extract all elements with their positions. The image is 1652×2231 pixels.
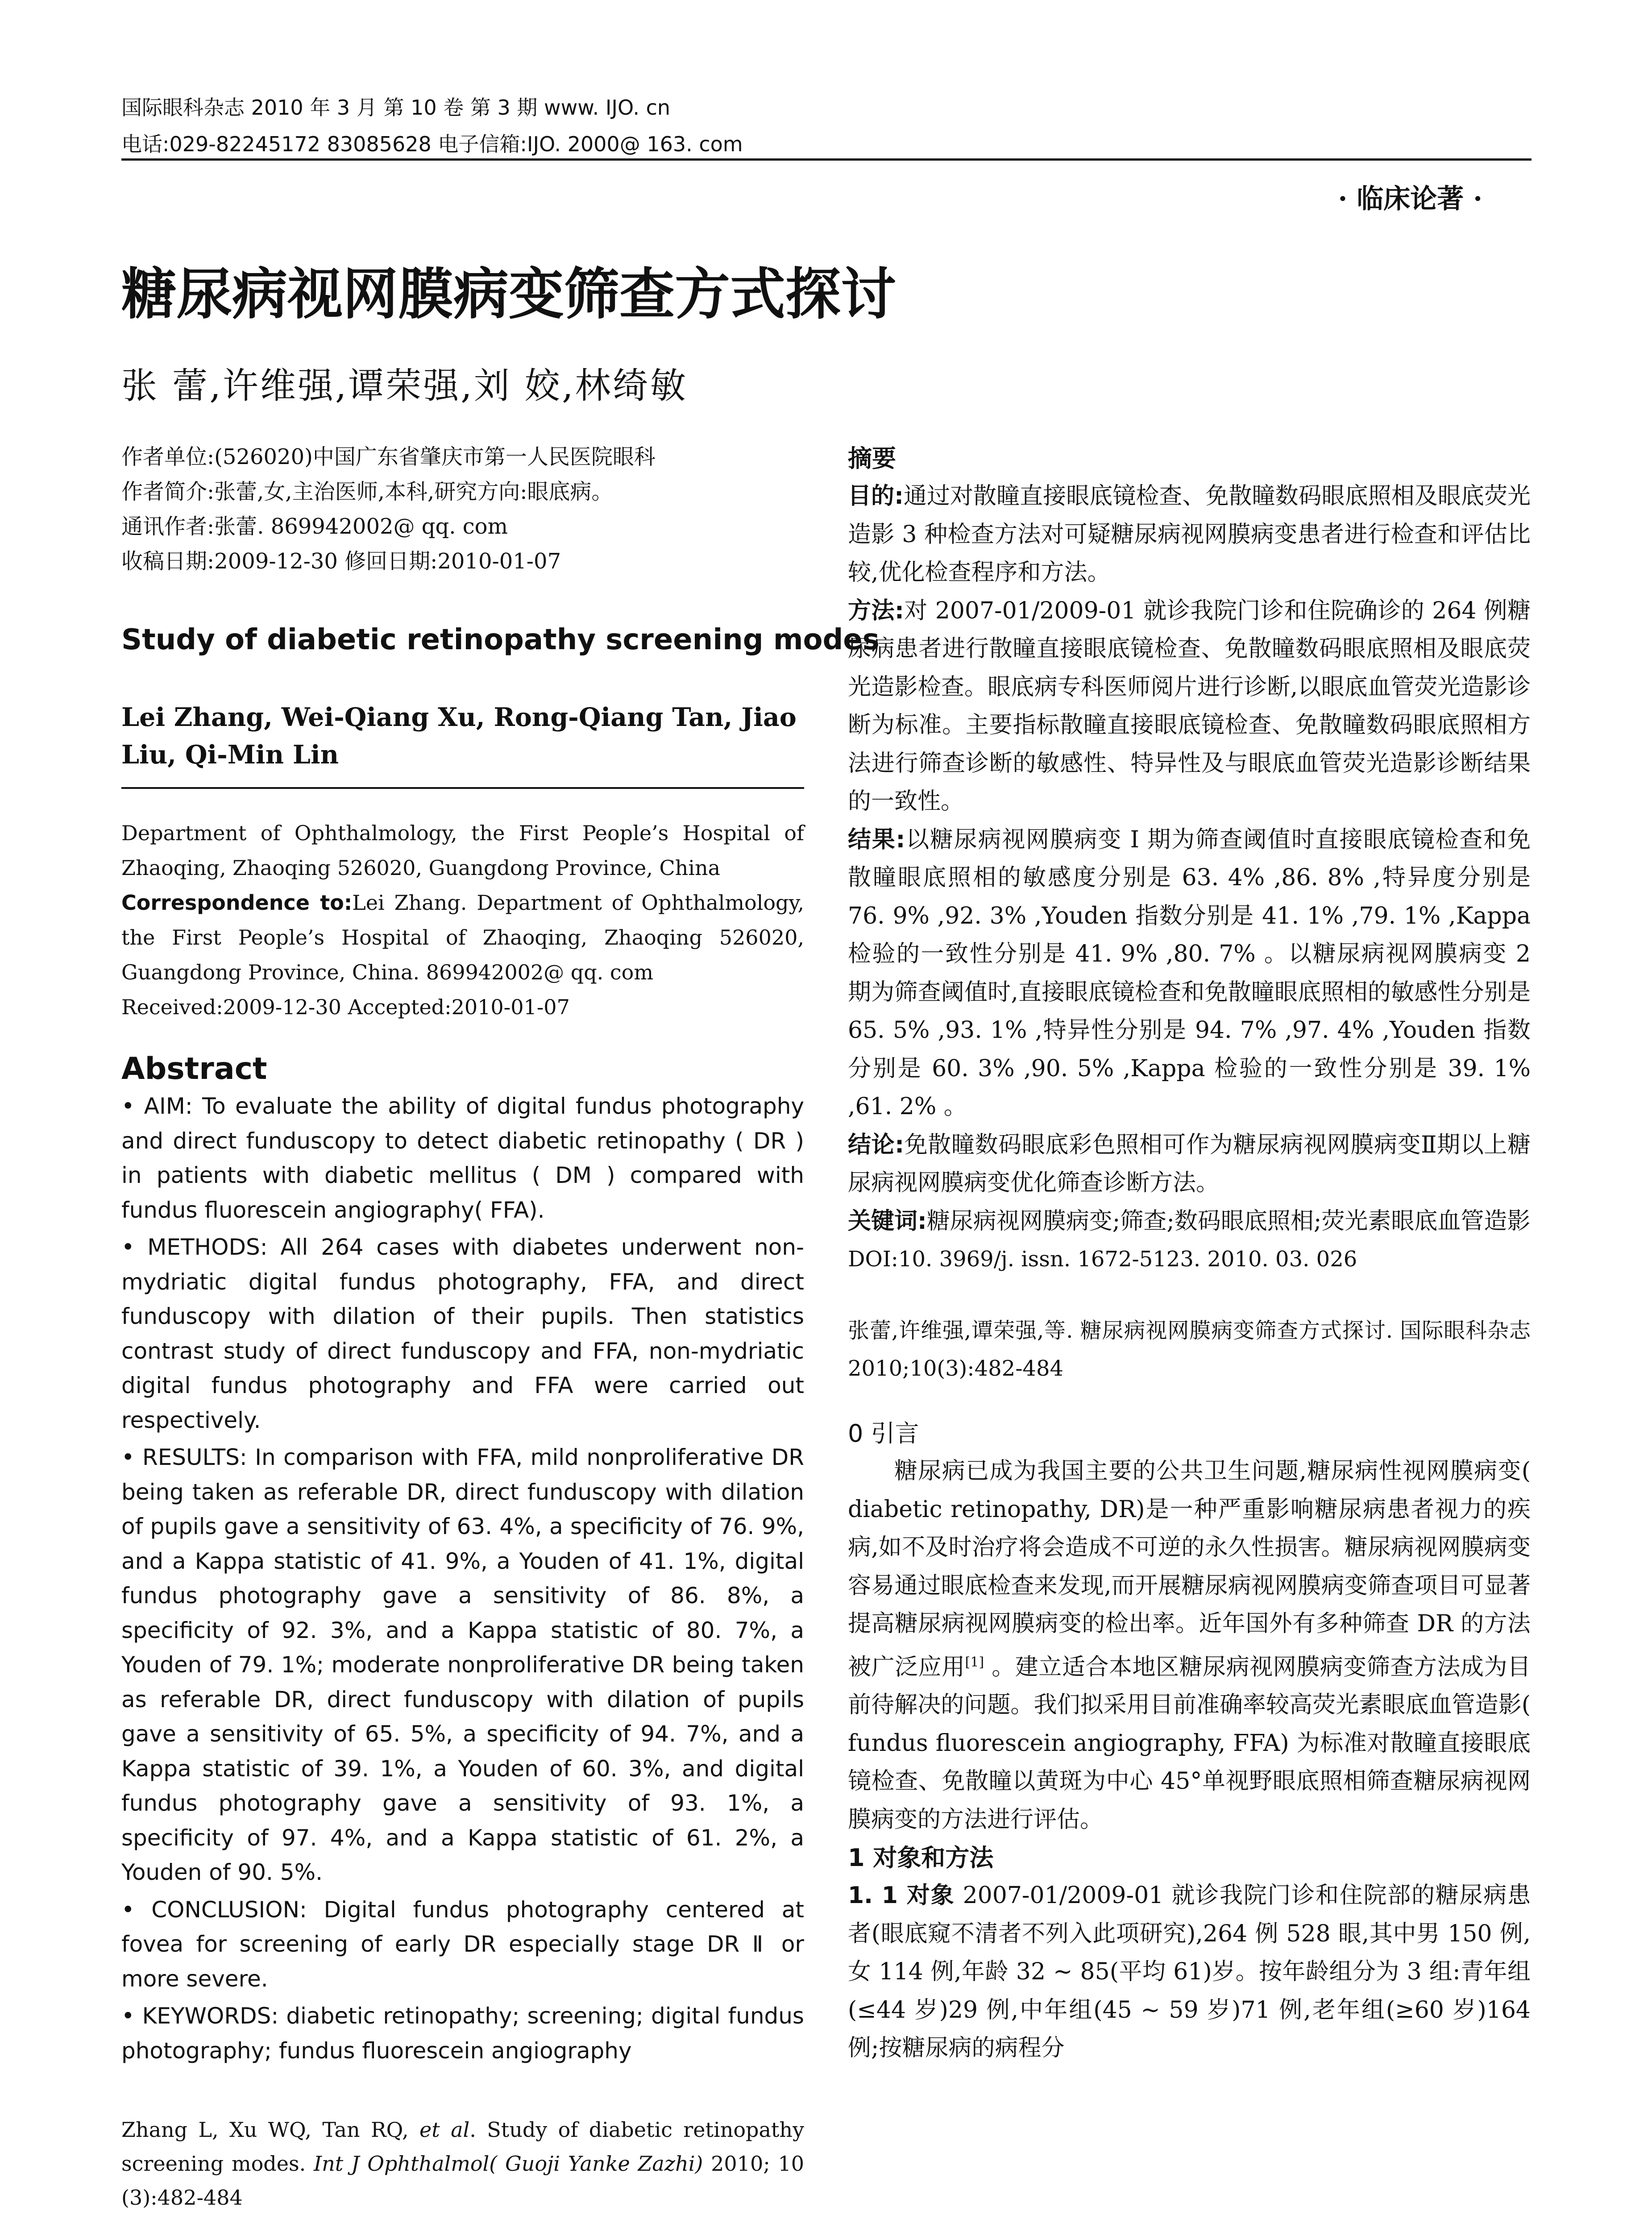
intro-heading: 0 引言	[848, 1419, 919, 1447]
correspondence-text: Lei Zhang. Department of Ophthalmology, the First People’s Hospital of Zhaoqing, Zhaoqing 526020, Guangdong Province, China. 869942002@ qq. com	[121, 891, 804, 984]
english-authors: Lei Zhang, Wei-Qiang Xu, Rong-Qiang Tan, Jiao Liu, Qi-Min Lin	[121, 702, 797, 770]
english-citation	[121, 2113, 804, 2214]
header-journal-line: 国际眼科杂志 2010 年 3 月 第 10 卷 第 3 期 www. IJO. cn	[121, 95, 671, 120]
received-accepted-dates: Received:2009-12-30 Accepted:2010-01-07	[121, 995, 570, 1019]
citation-volume: 2010; 10 (3):482-484	[121, 2152, 805, 2210]
abstract-results: • RESULTS: In comparison with FFA, mild nonproliferative DR being taken as referable DR, direct funduscopy with dilation of pupils gave a sensitivity of 63. 4%, a specificity of 76. 9%, and a Kappa statistic of 41. 9%, a Youden of 41. 1%, digital fundus photography gave a sensitivity of 86. 8%, a specificity of 92. 3%, and a Kappa statistic of 80. 7%, a Youden of 79. 1%; moderate nonproliferative DR being taken as referable DR, direct funduscopy with dilation of pupils gave a sensitivity of 65. 5%, a specificity of 94. 7%, and a Kappa statistic of 39. 1%, a Youden of 60. 3%, and digital fundus photography gave a sensitivity of 93. 1%, a specificity of 97. 4%, and a Kappa statistic of 61. 2%, a Youden of 90. 5%.	[121, 1444, 804, 1885]
cn-conclusion-text: 免散瞳数码眼底彩色照相可作为糖尿病视网膜病变Ⅱ期以上糖尿病视网膜病变优化筛查诊断方法。	[848, 1131, 1531, 1196]
methods-subjects-paragraph	[848, 1877, 1531, 2068]
abstract-heading: Abstract	[121, 1051, 267, 1086]
reference-marker: [1]	[965, 1654, 984, 1670]
affiliation-department: Department of Ophthalmology, the First People’s Hospital of Zhaoqing, Zhaoqing 526020, Guangdong Province, China	[121, 821, 804, 880]
citation-authors: Zhang L, Xu WQ, Tan RQ,	[121, 2118, 419, 2142]
cn-abstract-keywords	[848, 1203, 1531, 1241]
header-contact-line: 电话:029-82245172 83085628 电子信箱:IJO. 2000@ 163. com	[121, 132, 743, 156]
cn-aim-text: 通过对散瞳直接眼底镜检查、免散瞳数码眼底照相及眼底荧光造影 3 种检查方法对可疑糖尿病视网膜病变患者进行检查和评估比较,优化检查程序和方法。	[848, 483, 1531, 586]
intro-text-a: 糖尿病已成为我国主要的公共卫生问题,糖尿病性视网膜病变( diabetic retinopathy, DR)是一种严重影响糖尿病患者视力的疾病,如不及时治疗将会造成不可逆的永久性损害。糖尿病视网膜病变容易通过眼底检查来发现,而开展糖尿病视网膜病变筛查项目可显著提高糖尿病视网膜病变的检出率。近年国外有多种筛查 DR 的方法被广泛应用	[848, 1458, 1531, 1680]
cn-conclusion-label: 结论:	[848, 1131, 905, 1158]
cn-keywords-text: 糖尿病视网膜病变;筛查;数码眼底照相;荧光素眼底血管造影	[926, 1207, 1531, 1235]
correspondence-label: Correspondence to:	[121, 891, 353, 915]
cn-methods-label: 方法:	[848, 597, 904, 624]
intro-text-b: 。建立适合本地区糖尿病视网膜病变筛查方法成为目前待解决的问题。我们拟采用目前准确率较高荧光素眼底血管造影( fundus fluorescein angiography, FFA) 为标准对散瞳直接眼底镜检查、免散瞳以黄斑为中心 45°单视野眼底照相筛查糖尿病视网膜病变的方法进行评估。	[848, 1653, 1531, 1833]
citation-journal: Int J Ophthalmol( Guoji Yanke Zazhi)	[313, 2152, 703, 2176]
correspondence-line	[121, 885, 804, 990]
cn-abstract-aim	[848, 477, 1531, 592]
author-rule	[121, 787, 804, 789]
subjects-text: 2007-01/2009-01 就诊我院门诊和住院部的糖尿病患者(眼底窥不清者不列入此项研究),264 例 528 眼,其中男 150 例,女 114 例,年龄 32 ~ 85(平均 61)岁。按年龄组分为 3 组:青年组(≤44 岁)29 例,中年组(45 ~ 59 岁)71 例,老年组(≥60 岁)164 例;按糖尿病的病程分	[848, 1882, 1531, 2062]
cn-methods-text: 对 2007-01/2009-01 就诊我院门诊和住院确诊的 264 例糖尿病患者进行散瞳直接眼底镜检查、免散瞳数码眼底照相及眼底荧光造影检查。眼底病专科医师阅片进行诊断,以眼底血管荧光造影诊断为标准。主要指标散瞳直接眼底镜检查、免散瞳数码眼底照相方法进行筛查诊断的敏感性、特异性及与眼底血管荧光造影诊断结果的一致性。	[848, 597, 1531, 815]
author-intro: 作者简介:张蕾,女,主治医师,本科,研究方向:眼底病。	[121, 479, 613, 504]
abstract-keywords: • KEYWORDS: diabetic retinopathy; screening; digital fundus photography; fundus fluorescein angiography	[121, 2003, 804, 2064]
authors-cn: 张 蕾,许维强,谭荣强,刘 姣,林绮敏	[121, 365, 688, 406]
affiliation-block	[121, 816, 804, 1024]
citation-title: . Study of diabetic retinopathy screening modes.	[121, 2118, 804, 2176]
article-title: 糖尿病视网膜病变筛查方式探讨	[121, 262, 897, 327]
received-dates-cn: 收稿日期:2009-12-30 修回日期:2010-01-07	[121, 549, 561, 574]
right-column	[848, 440, 1531, 2068]
cn-abstract-conclusion	[848, 1126, 1531, 1203]
abstract-aim: • AIM: To evaluate the ability of digital fundus photography and direct funduscopy to detect diabetic retinopathy ( DR ) in patients with diabetic mellitus ( DM ) compared with fundus fluorescein angiography( FFA).	[121, 1093, 804, 1223]
header-rule	[121, 158, 1532, 161]
doi: DOI:10. 3969/j. issn. 1672-5123. 2010. 03. 026	[848, 1247, 1357, 1272]
chinese-citation: 张蕾,许维强,谭荣强,等. 糖尿病视网膜病变筛查方式探讨. 国际眼科杂志 2010;10(3):482-484	[848, 1318, 1531, 1381]
abstract-conclusion: • CONCLUSION: Digital fundus photography centered at fovea for screening of early DR especially stage DR Ⅱ or more severe.	[121, 1896, 804, 1992]
subjects-label: 1. 1 对象	[848, 1882, 955, 1909]
cn-results-text: 以糖尿病视网膜病变 I 期为筛查阈值时直接眼底镜检查和免散瞳眼底照相的敏感度分别是 63. 4% ,86. 8% ,特异度分别是 76. 9% ,92. 3% ,Youden 指数分别是 41. 1% ,79. 1% ,Kappa 检验的一致性分别是 41. 9% ,80. 7% 。以糖尿病视网膜病变 2 期为筛查阈值时,直接眼底镜检查和免散瞳眼底照相的敏感性分别是 65. 5% ,93. 1% ,特异性分别是 94. 7% ,97. 4% ,Youden 指数分别是 60. 3% ,90. 5% ,Kappa 检验的一致性分别是 39. 1% ,61. 2% 。	[848, 826, 1531, 1120]
citation-etal: et al	[419, 2118, 470, 2142]
cn-aim-label: 目的:	[848, 483, 904, 510]
author-unit: 作者单位:(526020)中国广东省肇庆市第一人民医院眼科	[121, 444, 656, 469]
intro-paragraph	[848, 1452, 1531, 1839]
english-title: Study of diabetic retinopathy screening modes	[121, 623, 880, 656]
cn-keywords-label: 关键词:	[848, 1207, 927, 1235]
cn-abstract-heading: 摘要	[848, 444, 896, 473]
abstract-methods: • METHODS: All 264 cases with diabetes underwent non-mydriatic digital fundus photography, FFA, and direct funduscopy with dilation of their pupils. Then statistics contrast study of direct funduscopy and FFA, non-mydriatic digital fundus photography and FFA were carried out respectively.	[121, 1234, 804, 1433]
section-label: · 临床论著 ·	[1338, 183, 1482, 215]
corresponding-author: 通讯作者:张蕾. 869942002@ qq. com	[121, 514, 508, 539]
cn-abstract-results	[848, 821, 1531, 1126]
journal-header	[121, 89, 1532, 162]
methods-heading: 1 对象和方法	[848, 1844, 994, 1872]
cn-results-label: 结果:	[848, 826, 905, 853]
cn-abstract-methods	[848, 592, 1531, 821]
